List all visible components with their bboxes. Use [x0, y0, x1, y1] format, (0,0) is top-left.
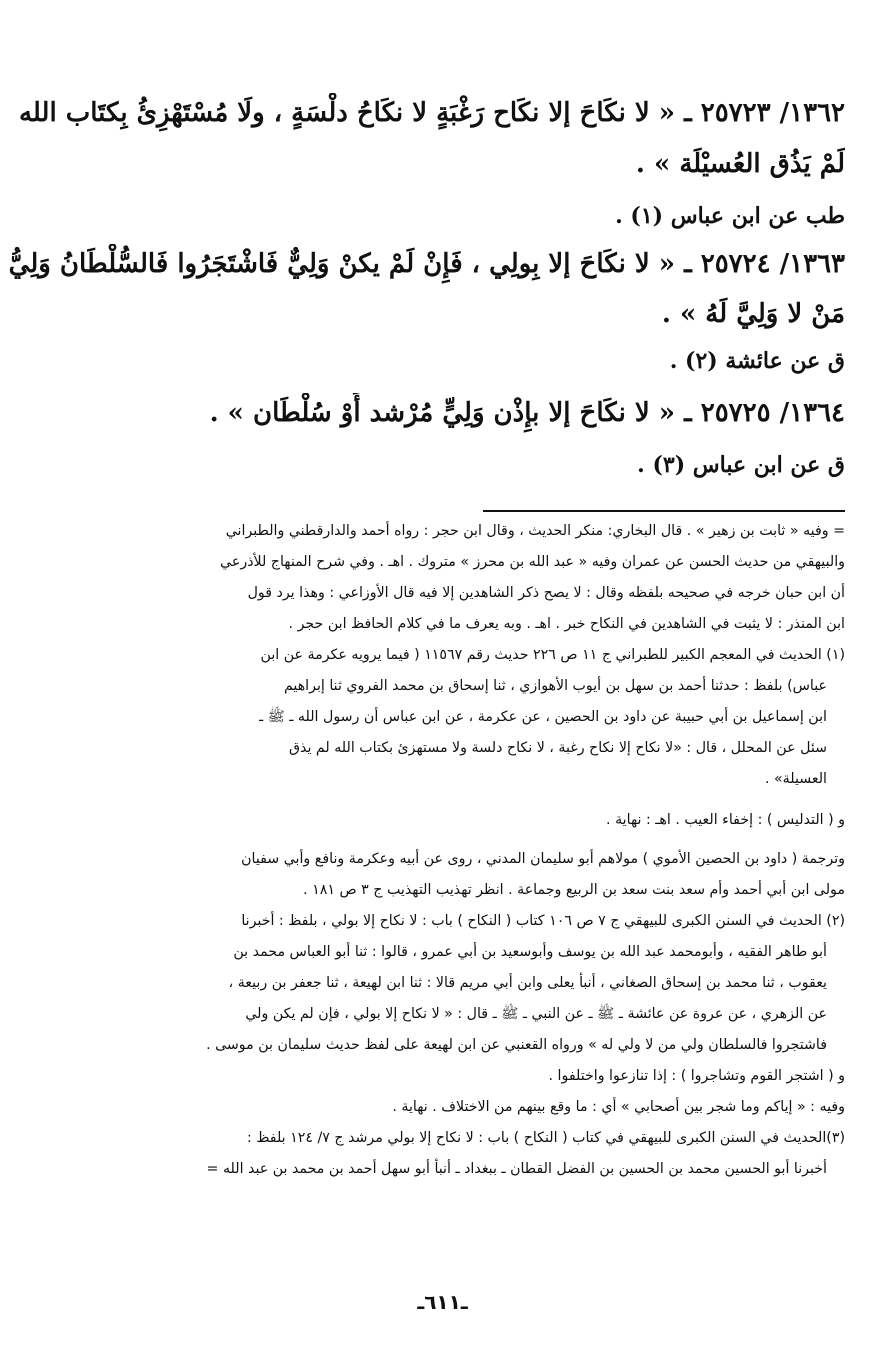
footnote-1-tarjama-line-2: مولى ابن أبي أحمد وأم سعد بنت سعد بن الربيع وجماعة . انظر تهذيب التهذيب ج ٣ ص ١٨١ .: [303, 882, 845, 898]
hadith-1362-source: طب عن ابن عباس (١) .: [615, 203, 845, 229]
hadith-1363-line-1: ١٣٦٣/ ٢٥٧٢٤ ـ « لا نكَاحَ إلا بِولِي ، فَإِنْ لَمْ يكنْ وَلِيٌّ فَاشْتَجَرُوا فَالسُّلْطَانُ وَلِيُّ: [8, 249, 845, 279]
footnote-2-line-4: عن الزهري ، عن عروة عن عائشة ـ ﷺ ـ عن النبي ـ ﷺ ـ قال : « لا نكاح إلا بولي ، فإن لم يكن ولي: [245, 1006, 827, 1022]
footnote-2-line-2: أبو طاهر الفقيه ، وأبومحمد عبد الله بن يوسف وأبوسعيد بن أبي عمرو ، قالوا : ثنا أبو العباس محمد بن: [233, 944, 827, 960]
footnote-continued-line-3: أن ابن حبان خرجه في صحيحه بلفظه وقال : لا يصح ذكر الشاهدين إلا فيه قال الأوزاعي : وهذا يرد قول: [247, 585, 845, 601]
footnote-2-line-5: فاشتجروا فالسلطان ولي من لا ولي له » ورواه القعنبي عن ابن لهيعة على لفظ حديث سليمان بن موسى .: [206, 1037, 827, 1053]
footnote-continued-line-2: والبيهقي من حديث الحسن عن عمران وفيه « عبد الله بن محرز » متروك . اهـ . وفي شرح المنهاج للأذرعي: [220, 554, 845, 570]
footnote-2-line-3: يعقوب ، ثنا محمد بن إسحاق الصغاني ، أنبأ يعلى وابن أبي مريم قالا : ثنا ابن لهيعة ، ثنا جعفر بن ربيعة ،: [228, 975, 827, 991]
footnote-continued-line-1: = وفيه « ثابت بن زهير » . قال البخاري: منكر الحديث ، وقال ابن حجر : رواه أحمد والدارقطني والطبراني: [225, 523, 845, 539]
page-number: ـ٦١١ـ: [417, 1290, 468, 1314]
footnote-3-line-1: (٣)الحديث في السنن الكبرى للبيهقي في كتاب ( النكاح ) باب : لا نكاح إلا بولي مرشد ج ٧/ ١٢٤ بلفظ :: [247, 1130, 845, 1146]
hadith-1362-line-2: لَمْ يَذُق العُسيْلَة » .: [635, 149, 845, 179]
footnote-1-line-2: عباس) بلفظ : حدثنا أحمد بن سهل بن أيوب الأهوازي ، ثنا إسحاق بن محمد الفروي ثنا إبراهيم: [283, 678, 827, 694]
footnote-1-line-4: سئل عن المحلل ، قال : «لا نكاح إلا نكاح رغبة ، لا نكاح دلسة ولا مستهزئ بكتاب الله لم يذق: [289, 740, 827, 756]
hadith-1364-line-1: ١٣٦٤/ ٢٥٧٢٥ ـ « لا نكَاحَ إلا بإِذْن وَلِيٍّ مُرْشد أَوْ سُلْطَان » .: [209, 398, 845, 428]
footnote-1-tarjama-line-1: وترجمة ( داود بن الحصين الأموي ) مولاهم أبو سليمان المدني ، روى عن أبيه وعكرمة ونافع وأبي سفيان: [241, 851, 845, 867]
hadith-1363-source: ق عن عائشة (٢) .: [669, 348, 845, 374]
footnote-3-line-2: أخبرنا أبو الحسين محمد بن الحسين بن الفضل القطان ـ ببغداد ـ أنبأ أبو سهل أحمد بن محمد بن عبد الله =: [206, 1161, 827, 1177]
footnote-separator: [483, 510, 845, 512]
hadith-1362-line-1: ١٣٦٢/ ٢٥٧٢٣ ـ « لا نكَاحَ إلا نكَاح رَغْبَةٍ لا نكَاحُ دلْسَةٍ ، ولَا مُسْتَهْزِئُ بِكتَاب الله: [18, 98, 845, 128]
footnote-1-line-5: العسيلة» .: [764, 771, 827, 787]
footnote-1-line-3: ابن إسماعيل بن أبي حبيبة عن داود بن الحصين ، عن عكرمة ، عن ابن عباس أن رسول الله ـ ﷺ ـ: [258, 709, 827, 725]
hadith-1363-line-2: مَنْ لا وَلِيَّ لَهُ » .: [661, 299, 845, 329]
footnote-2-note-nihaya: وفيه : « إياكم وما شجر بين أصحابي » أي : ما وقع بينهم من الاختلاف . نهاية .: [392, 1099, 845, 1115]
footnote-1-line-1: (١) الحديث في المعجم الكبير للطبراني ج ١١ ص ٢٢٦ حديث رقم ١١٥٦٧ ( فيما يرويه عكرمة عن ابن: [260, 647, 845, 663]
hadith-1364-source: ق عن ابن عباس (٣) .: [637, 452, 845, 478]
footnote-2-line-1: (٢) الحديث في السنن الكبرى للبيهقي ج ٧ ص ١٠٦ كتاب ( النكاح ) باب : لا نكاح إلا بولي ، بلفظ : أخبرنا: [241, 913, 845, 929]
footnote-1-note-tadlis: و ( التدليس ) : إخفاء العيب . اهـ : نهاية .: [606, 812, 845, 828]
footnote-continued-line-4: ابن المنذر : لا يثبت في الشاهدين في النكاح خبر . اهـ . وبه يعرف ما في كلام الحافظ ابن حجر .: [288, 616, 845, 632]
footnote-2-note-ishtajara: و ( اشتجر القوم وتشاجروا ) : إذا تنازعوا واختلفوا .: [548, 1068, 845, 1084]
